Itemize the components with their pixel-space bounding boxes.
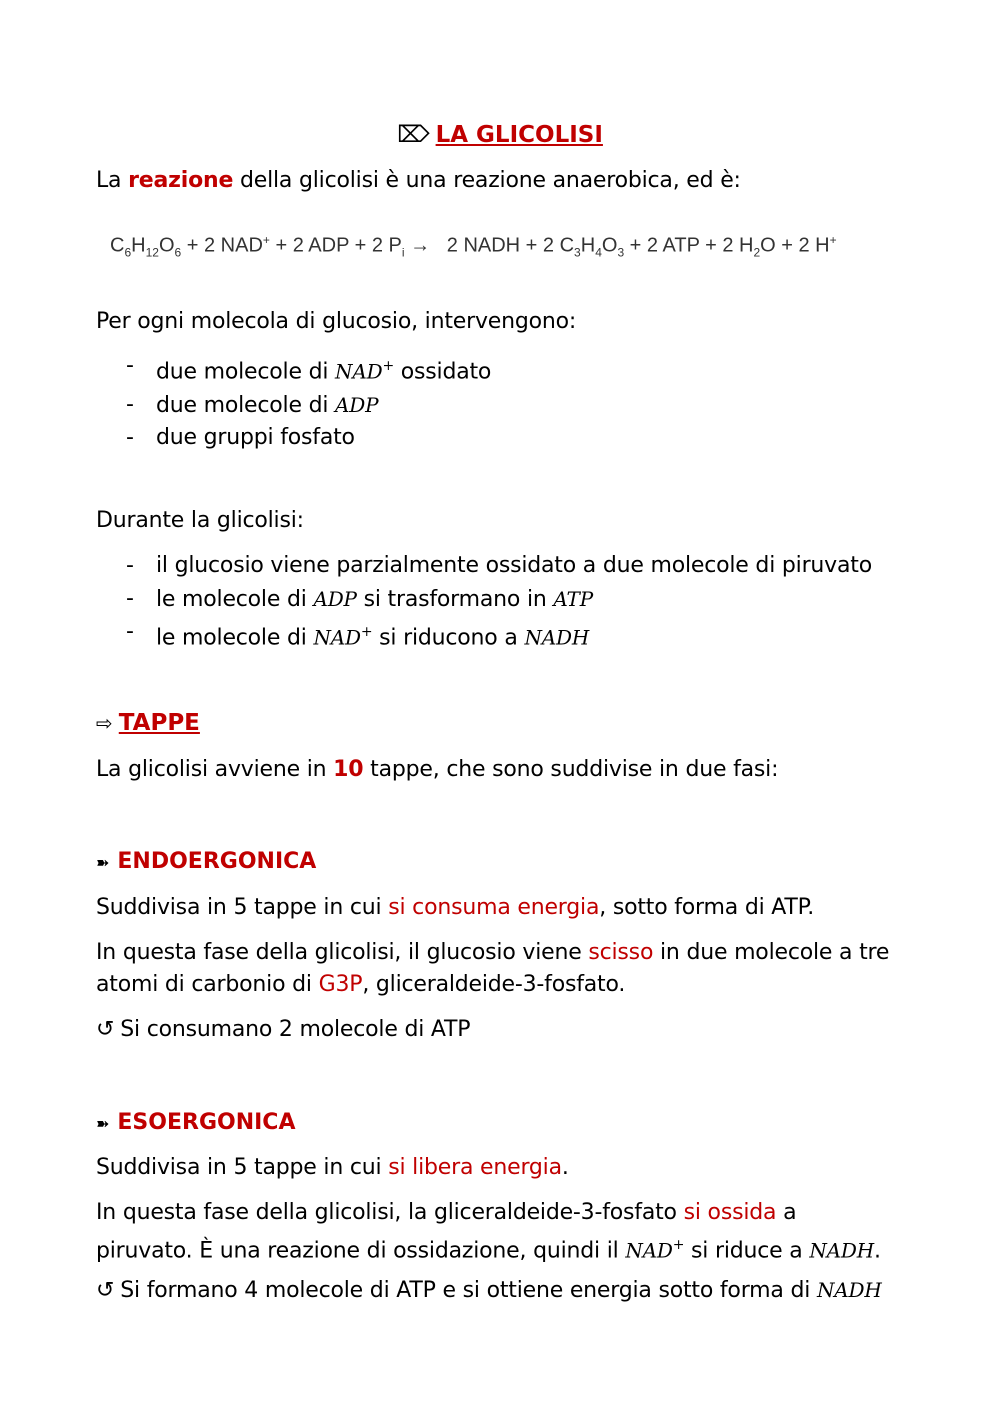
endo-paragraph-1: Suddivisa in 5 tappe in cui si consuma energia, sotto forma di ATP.: [96, 895, 815, 920]
endoergonica-heading: ➽ ENDOERGONICA: [96, 849, 317, 874]
list-item: - due molecole di NAD+ ossidato: [124, 350, 491, 389]
endo-paragraph-2: In questa fase della glicolisi, il glucosio viene scisso in due molecole a tre: [96, 940, 890, 965]
cycle-icon: ↺: [96, 1017, 115, 1042]
erase-icon: ⌦: [397, 122, 430, 148]
tappe-heading: ⇨ TAPPE: [96, 710, 200, 736]
glycolysis-equation: $C_6H_{12}O_6 + 2$ NAD+ + 2 ADP + 2 $P_i \to 2$ NADH + 2 $C_3H_4O_3 + 2$ ATP + 2 $H_2O + 2$ H+: [110, 233, 837, 260]
list-item: - due molecole di ADP: [124, 389, 491, 423]
highlight-reazione: reazione: [128, 168, 234, 193]
title-text: LA GLICOLISI: [435, 122, 603, 148]
eso-paragraph-3: piruvato. È una reazione di ossidazione, quindi il NAD+ si riduce a NADH.: [96, 1237, 881, 1264]
endo-note: ↺ Si consumano 2 molecole di ATP: [96, 1017, 471, 1042]
endo-paragraph-3: atomi di carbonio di G3P, gliceraldeide-3-fosfato.: [96, 972, 626, 997]
tappe-paragraph: La glicolisi avviene in 10 tappe, che sono suddivise in due fasi:: [96, 757, 779, 782]
list-item: - due gruppi fosfato: [124, 422, 491, 455]
section1-lead: Per ogni molecola di glucosio, intervengono:: [96, 309, 577, 334]
arrow-icon: ➽: [96, 1114, 110, 1133]
list-item: - il glucosio viene parzialmente ossidato a due molecole di piruvato: [124, 550, 872, 583]
section2-list: [124, 550, 872, 655]
section2-lead: Durante la glicolisi:: [96, 508, 304, 533]
arrow-icon: ➽: [96, 853, 110, 872]
list-item: - le molecole di ADP si trasformano in ATP: [124, 583, 872, 617]
section1-list: [124, 350, 491, 455]
eso-paragraph-2: In questa fase della glicolisi, la gliceraldeide-3-fosfato si ossida a: [96, 1200, 797, 1225]
cycle-icon: ↺: [96, 1278, 115, 1303]
esoergonica-heading: ➽ ESOERGONICA: [96, 1110, 296, 1135]
page-title: [0, 118, 1000, 152]
intro-paragraph: La reazione della glicolisi è una reazione anaerobica, ed è:: [96, 168, 741, 193]
eso-paragraph-1: Suddivisa in 5 tappe in cui si libera energia.: [96, 1155, 569, 1180]
eso-note: ↺ Si formano 4 molecole di ATP e si ottiene energia sotto forma di NADH: [96, 1278, 882, 1303]
list-item: - le molecole di NAD+ si riducono a NADH: [124, 616, 872, 655]
arrow-right-icon: ⇨: [96, 711, 113, 735]
